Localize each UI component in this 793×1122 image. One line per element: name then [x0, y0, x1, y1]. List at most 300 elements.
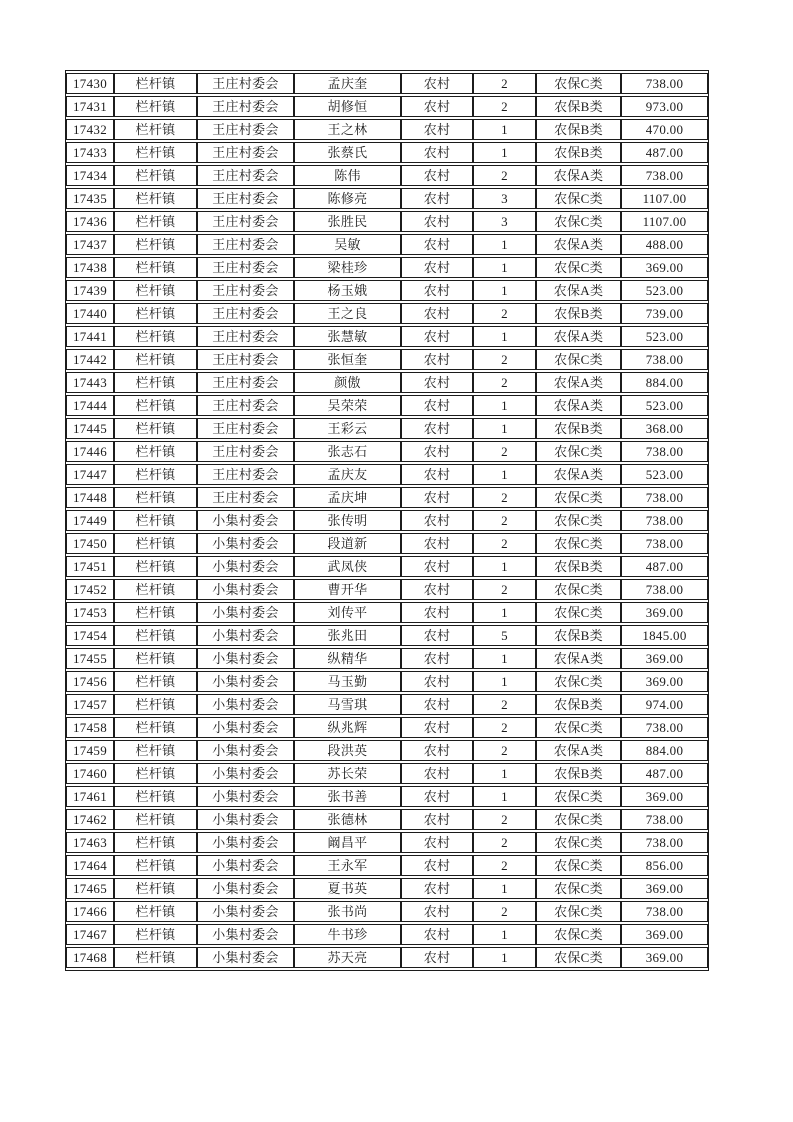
cell-person-name: 王永军 — [294, 855, 401, 876]
cell-town: 栏杆镇 — [114, 280, 197, 301]
cell-village-committee: 小集村委会 — [197, 602, 294, 623]
cell-residence-type: 农村 — [401, 303, 473, 324]
table-row — [66, 832, 708, 853]
cell-insurance-class: 农保B类 — [536, 303, 621, 324]
cell-residence-type: 农村 — [401, 326, 473, 347]
cell-serial-number: 17455 — [66, 648, 114, 669]
cell-serial-number: 17437 — [66, 234, 114, 255]
cell-town: 栏杆镇 — [114, 188, 197, 209]
cell-amount: 974.00 — [621, 694, 708, 715]
table-row — [66, 395, 708, 416]
cell-person-name: 张书尚 — [294, 901, 401, 922]
cell-residence-type: 农村 — [401, 142, 473, 163]
cell-residence-type: 农村 — [401, 487, 473, 508]
table-row — [66, 533, 708, 554]
cell-residence-type: 农村 — [401, 556, 473, 577]
cell-village-committee: 小集村委会 — [197, 740, 294, 761]
cell-serial-number: 17460 — [66, 763, 114, 784]
cell-amount: 369.00 — [621, 602, 708, 623]
cell-village-committee: 王庄村委会 — [197, 280, 294, 301]
cell-insurance-class: 农保A类 — [536, 280, 621, 301]
cell-village-committee: 王庄村委会 — [197, 303, 294, 324]
table-row — [66, 763, 708, 784]
cell-residence-type: 农村 — [401, 395, 473, 416]
cell-insurance-class: 农保A类 — [536, 464, 621, 485]
cell-person-count: 2 — [473, 96, 536, 117]
cell-serial-number: 17443 — [66, 372, 114, 393]
cell-town: 栏杆镇 — [114, 349, 197, 370]
cell-person-name: 杨玉娥 — [294, 280, 401, 301]
cell-residence-type: 农村 — [401, 165, 473, 186]
cell-serial-number: 17446 — [66, 441, 114, 462]
cell-village-committee: 小集村委会 — [197, 556, 294, 577]
cell-town: 栏杆镇 — [114, 855, 197, 876]
cell-amount: 738.00 — [621, 579, 708, 600]
cell-residence-type: 农村 — [401, 901, 473, 922]
cell-village-committee: 小集村委会 — [197, 786, 294, 807]
cell-town: 栏杆镇 — [114, 625, 197, 646]
cell-town: 栏杆镇 — [114, 556, 197, 577]
cell-serial-number: 17434 — [66, 165, 114, 186]
cell-village-committee: 王庄村委会 — [197, 395, 294, 416]
cell-amount: 523.00 — [621, 326, 708, 347]
cell-serial-number: 17433 — [66, 142, 114, 163]
cell-person-name: 张志石 — [294, 441, 401, 462]
table-row — [66, 901, 708, 922]
table-row — [66, 303, 708, 324]
table-row — [66, 510, 708, 531]
cell-amount: 1845.00 — [621, 625, 708, 646]
cell-village-committee: 王庄村委会 — [197, 349, 294, 370]
cell-person-count: 1 — [473, 924, 536, 945]
cell-residence-type: 农村 — [401, 763, 473, 784]
cell-village-committee: 小集村委会 — [197, 625, 294, 646]
cell-person-count: 2 — [473, 694, 536, 715]
table-row — [66, 372, 708, 393]
cell-person-count: 1 — [473, 671, 536, 692]
cell-person-name: 张书善 — [294, 786, 401, 807]
table-row — [66, 648, 708, 669]
cell-village-committee: 王庄村委会 — [197, 464, 294, 485]
cell-town: 栏杆镇 — [114, 73, 197, 94]
cell-town: 栏杆镇 — [114, 832, 197, 853]
cell-amount: 738.00 — [621, 349, 708, 370]
cell-person-count: 2 — [473, 717, 536, 738]
cell-town: 栏杆镇 — [114, 142, 197, 163]
cell-town: 栏杆镇 — [114, 602, 197, 623]
cell-insurance-class: 农保C类 — [536, 901, 621, 922]
cell-residence-type: 农村 — [401, 280, 473, 301]
cell-village-committee: 王庄村委会 — [197, 234, 294, 255]
cell-town: 栏杆镇 — [114, 211, 197, 232]
cell-amount: 738.00 — [621, 832, 708, 853]
cell-person-count: 2 — [473, 349, 536, 370]
cell-town: 栏杆镇 — [114, 96, 197, 117]
cell-residence-type: 农村 — [401, 947, 473, 968]
cell-insurance-class: 农保B类 — [536, 625, 621, 646]
cell-person-count: 1 — [473, 142, 536, 163]
cell-amount: 738.00 — [621, 510, 708, 531]
cell-insurance-class: 农保C类 — [536, 533, 621, 554]
cell-village-committee: 小集村委会 — [197, 832, 294, 853]
cell-insurance-class: 农保A类 — [536, 165, 621, 186]
cell-insurance-class: 农保C类 — [536, 188, 621, 209]
cell-serial-number: 17456 — [66, 671, 114, 692]
cell-amount: 738.00 — [621, 901, 708, 922]
cell-person-name: 陈伟 — [294, 165, 401, 186]
cell-person-count: 2 — [473, 579, 536, 600]
cell-village-committee: 王庄村委会 — [197, 326, 294, 347]
table-row — [66, 602, 708, 623]
cell-person-name: 马雪琪 — [294, 694, 401, 715]
cell-insurance-class: 农保A类 — [536, 740, 621, 761]
cell-person-name: 牛书珍 — [294, 924, 401, 945]
cell-residence-type: 农村 — [401, 786, 473, 807]
cell-town: 栏杆镇 — [114, 234, 197, 255]
cell-insurance-class: 农保B类 — [536, 694, 621, 715]
table-row — [66, 165, 708, 186]
table-row — [66, 625, 708, 646]
cell-insurance-class: 农保B类 — [536, 763, 621, 784]
cell-insurance-class: 农保B类 — [536, 96, 621, 117]
cell-village-committee: 王庄村委会 — [197, 165, 294, 186]
cell-serial-number: 17466 — [66, 901, 114, 922]
cell-village-committee: 小集村委会 — [197, 510, 294, 531]
cell-person-count: 5 — [473, 625, 536, 646]
cell-serial-number: 17452 — [66, 579, 114, 600]
cell-serial-number: 17464 — [66, 855, 114, 876]
cell-residence-type: 农村 — [401, 73, 473, 94]
cell-insurance-class: 农保B类 — [536, 418, 621, 439]
cell-amount: 488.00 — [621, 234, 708, 255]
cell-person-count: 1 — [473, 257, 536, 278]
cell-residence-type: 农村 — [401, 694, 473, 715]
cell-insurance-class: 农保C类 — [536, 855, 621, 876]
cell-residence-type: 农村 — [401, 510, 473, 531]
cell-amount: 1107.00 — [621, 188, 708, 209]
cell-serial-number: 17450 — [66, 533, 114, 554]
cell-village-committee: 小集村委会 — [197, 947, 294, 968]
cell-serial-number: 17461 — [66, 786, 114, 807]
cell-insurance-class: 农保C类 — [536, 602, 621, 623]
cell-serial-number: 17449 — [66, 510, 114, 531]
cell-village-committee: 小集村委会 — [197, 855, 294, 876]
cell-serial-number: 17431 — [66, 96, 114, 117]
cell-town: 栏杆镇 — [114, 671, 197, 692]
cell-insurance-class: 农保C类 — [536, 579, 621, 600]
cell-insurance-class: 农保C类 — [536, 211, 621, 232]
cell-residence-type: 农村 — [401, 717, 473, 738]
cell-town: 栏杆镇 — [114, 947, 197, 968]
cell-town: 栏杆镇 — [114, 303, 197, 324]
cell-serial-number: 17462 — [66, 809, 114, 830]
pension-roster-table — [65, 70, 709, 971]
cell-village-committee: 小集村委会 — [197, 717, 294, 738]
cell-person-count: 1 — [473, 556, 536, 577]
cell-person-name: 阚昌平 — [294, 832, 401, 853]
cell-person-count: 2 — [473, 832, 536, 853]
cell-village-committee: 小集村委会 — [197, 901, 294, 922]
table-row — [66, 441, 708, 462]
cell-amount: 523.00 — [621, 395, 708, 416]
cell-serial-number: 17430 — [66, 73, 114, 94]
cell-village-committee: 王庄村委会 — [197, 119, 294, 140]
table-row — [66, 809, 708, 830]
cell-insurance-class: 农保C类 — [536, 349, 621, 370]
cell-amount: 973.00 — [621, 96, 708, 117]
cell-amount: 856.00 — [621, 855, 708, 876]
cell-person-name: 纵兆辉 — [294, 717, 401, 738]
cell-person-count: 1 — [473, 418, 536, 439]
cell-residence-type: 农村 — [401, 257, 473, 278]
cell-person-name: 苏长荣 — [294, 763, 401, 784]
cell-person-count: 2 — [473, 510, 536, 531]
cell-residence-type: 农村 — [401, 372, 473, 393]
cell-town: 栏杆镇 — [114, 418, 197, 439]
cell-town: 栏杆镇 — [114, 786, 197, 807]
cell-amount: 738.00 — [621, 533, 708, 554]
table-row — [66, 740, 708, 761]
cell-insurance-class: 农保B类 — [536, 556, 621, 577]
cell-person-count: 3 — [473, 188, 536, 209]
cell-person-name: 王之林 — [294, 119, 401, 140]
cell-amount: 884.00 — [621, 372, 708, 393]
cell-person-count: 1 — [473, 234, 536, 255]
cell-serial-number: 17453 — [66, 602, 114, 623]
table-row — [66, 464, 708, 485]
cell-serial-number: 17438 — [66, 257, 114, 278]
cell-village-committee: 王庄村委会 — [197, 73, 294, 94]
cell-town: 栏杆镇 — [114, 464, 197, 485]
cell-amount: 369.00 — [621, 786, 708, 807]
cell-serial-number: 17441 — [66, 326, 114, 347]
cell-person-count: 1 — [473, 464, 536, 485]
cell-insurance-class: 农保C类 — [536, 671, 621, 692]
cell-person-count: 2 — [473, 73, 536, 94]
cell-amount: 738.00 — [621, 165, 708, 186]
cell-person-name: 吴敏 — [294, 234, 401, 255]
cell-serial-number: 17468 — [66, 947, 114, 968]
cell-person-name: 梁桂珍 — [294, 257, 401, 278]
cell-insurance-class: 农保A类 — [536, 395, 621, 416]
table-row — [66, 717, 708, 738]
cell-village-committee: 小集村委会 — [197, 763, 294, 784]
cell-person-name: 纵精华 — [294, 648, 401, 669]
cell-person-name: 夏书英 — [294, 878, 401, 899]
table-row — [66, 487, 708, 508]
cell-serial-number: 17447 — [66, 464, 114, 485]
cell-residence-type: 农村 — [401, 464, 473, 485]
cell-town: 栏杆镇 — [114, 257, 197, 278]
cell-insurance-class: 农保A类 — [536, 326, 621, 347]
cell-amount: 487.00 — [621, 556, 708, 577]
cell-person-name: 段道新 — [294, 533, 401, 554]
cell-amount: 738.00 — [621, 441, 708, 462]
table-row — [66, 694, 708, 715]
cell-serial-number: 17436 — [66, 211, 114, 232]
table-row — [66, 211, 708, 232]
cell-village-committee: 小集村委会 — [197, 809, 294, 830]
cell-person-count: 1 — [473, 326, 536, 347]
cell-amount: 470.00 — [621, 119, 708, 140]
cell-person-count: 2 — [473, 533, 536, 554]
cell-amount: 369.00 — [621, 257, 708, 278]
cell-town: 栏杆镇 — [114, 326, 197, 347]
cell-person-count: 1 — [473, 947, 536, 968]
cell-amount: 739.00 — [621, 303, 708, 324]
cell-person-name: 张传明 — [294, 510, 401, 531]
cell-person-count: 2 — [473, 372, 536, 393]
cell-insurance-class: 农保B类 — [536, 119, 621, 140]
cell-town: 栏杆镇 — [114, 648, 197, 669]
cell-insurance-class: 农保C类 — [536, 786, 621, 807]
cell-person-count: 1 — [473, 878, 536, 899]
cell-village-committee: 王庄村委会 — [197, 188, 294, 209]
cell-residence-type: 农村 — [401, 119, 473, 140]
cell-person-count: 2 — [473, 303, 536, 324]
cell-person-name: 张恒奎 — [294, 349, 401, 370]
cell-residence-type: 农村 — [401, 96, 473, 117]
cell-person-name: 孟庆奎 — [294, 73, 401, 94]
cell-village-committee: 小集村委会 — [197, 924, 294, 945]
table-row — [66, 142, 708, 163]
cell-residence-type: 农村 — [401, 625, 473, 646]
table-row — [66, 234, 708, 255]
cell-person-count: 1 — [473, 648, 536, 669]
cell-person-name: 曹开华 — [294, 579, 401, 600]
cell-village-committee: 王庄村委会 — [197, 257, 294, 278]
cell-residence-type: 农村 — [401, 211, 473, 232]
cell-village-committee: 王庄村委会 — [197, 487, 294, 508]
cell-amount: 738.00 — [621, 717, 708, 738]
cell-village-committee: 小集村委会 — [197, 671, 294, 692]
cell-village-committee: 小集村委会 — [197, 579, 294, 600]
cell-village-committee: 王庄村委会 — [197, 96, 294, 117]
cell-residence-type: 农村 — [401, 740, 473, 761]
cell-amount: 369.00 — [621, 924, 708, 945]
cell-amount: 369.00 — [621, 878, 708, 899]
cell-person-count: 1 — [473, 395, 536, 416]
cell-person-name: 段洪英 — [294, 740, 401, 761]
cell-insurance-class: 农保C类 — [536, 947, 621, 968]
cell-person-count: 2 — [473, 855, 536, 876]
cell-amount: 523.00 — [621, 464, 708, 485]
cell-insurance-class: 农保C类 — [536, 717, 621, 738]
cell-person-name: 武凤侠 — [294, 556, 401, 577]
cell-person-count: 2 — [473, 487, 536, 508]
table-row — [66, 878, 708, 899]
cell-person-count: 2 — [473, 901, 536, 922]
cell-amount: 369.00 — [621, 947, 708, 968]
cell-person-count: 2 — [473, 441, 536, 462]
cell-residence-type: 农村 — [401, 924, 473, 945]
cell-serial-number: 17463 — [66, 832, 114, 853]
cell-town: 栏杆镇 — [114, 579, 197, 600]
cell-person-count: 2 — [473, 740, 536, 761]
table-row — [66, 579, 708, 600]
table-row — [66, 119, 708, 140]
cell-serial-number: 17451 — [66, 556, 114, 577]
cell-amount: 487.00 — [621, 142, 708, 163]
table-row — [66, 257, 708, 278]
table-row — [66, 96, 708, 117]
cell-person-count: 3 — [473, 211, 536, 232]
cell-person-count: 1 — [473, 119, 536, 140]
cell-person-name: 张德林 — [294, 809, 401, 830]
cell-residence-type: 农村 — [401, 418, 473, 439]
cell-serial-number: 17454 — [66, 625, 114, 646]
cell-amount: 369.00 — [621, 648, 708, 669]
cell-village-committee: 小集村委会 — [197, 694, 294, 715]
cell-town: 栏杆镇 — [114, 395, 197, 416]
cell-insurance-class: 农保C类 — [536, 809, 621, 830]
cell-town: 栏杆镇 — [114, 809, 197, 830]
cell-insurance-class: 农保C类 — [536, 878, 621, 899]
table-row — [66, 786, 708, 807]
cell-insurance-class: 农保C类 — [536, 441, 621, 462]
cell-insurance-class: 农保A类 — [536, 648, 621, 669]
cell-serial-number: 17439 — [66, 280, 114, 301]
cell-town: 栏杆镇 — [114, 165, 197, 186]
cell-insurance-class: 农保A类 — [536, 234, 621, 255]
cell-town: 栏杆镇 — [114, 878, 197, 899]
cell-insurance-class: 农保A类 — [536, 372, 621, 393]
cell-serial-number: 17458 — [66, 717, 114, 738]
cell-person-name: 张兆田 — [294, 625, 401, 646]
cell-insurance-class: 农保C类 — [536, 73, 621, 94]
cell-residence-type: 农村 — [401, 878, 473, 899]
cell-serial-number: 17432 — [66, 119, 114, 140]
cell-residence-type: 农村 — [401, 533, 473, 554]
table-row — [66, 188, 708, 209]
cell-person-name: 孟庆坤 — [294, 487, 401, 508]
cell-town: 栏杆镇 — [114, 372, 197, 393]
table-row — [66, 349, 708, 370]
cell-person-name: 张慧敏 — [294, 326, 401, 347]
cell-person-count: 1 — [473, 763, 536, 784]
cell-person-name: 张胜民 — [294, 211, 401, 232]
cell-amount: 738.00 — [621, 487, 708, 508]
table-row — [66, 556, 708, 577]
cell-village-committee: 小集村委会 — [197, 648, 294, 669]
cell-amount: 523.00 — [621, 280, 708, 301]
cell-village-committee: 王庄村委会 — [197, 372, 294, 393]
cell-residence-type: 农村 — [401, 832, 473, 853]
table-row — [66, 947, 708, 968]
cell-insurance-class: 农保C类 — [536, 510, 621, 531]
cell-person-name: 马玉勤 — [294, 671, 401, 692]
cell-serial-number: 17444 — [66, 395, 114, 416]
cell-residence-type: 农村 — [401, 648, 473, 669]
cell-town: 栏杆镇 — [114, 924, 197, 945]
cell-serial-number: 17448 — [66, 487, 114, 508]
cell-town: 栏杆镇 — [114, 717, 197, 738]
table-row — [66, 280, 708, 301]
cell-insurance-class: 农保C类 — [536, 487, 621, 508]
cell-amount: 368.00 — [621, 418, 708, 439]
cell-town: 栏杆镇 — [114, 441, 197, 462]
cell-serial-number: 17467 — [66, 924, 114, 945]
cell-town: 栏杆镇 — [114, 694, 197, 715]
cell-amount: 369.00 — [621, 671, 708, 692]
cell-serial-number: 17459 — [66, 740, 114, 761]
cell-person-name: 孟庆友 — [294, 464, 401, 485]
cell-village-committee: 小集村委会 — [197, 878, 294, 899]
cell-residence-type: 农村 — [401, 602, 473, 623]
cell-residence-type: 农村 — [401, 809, 473, 830]
cell-residence-type: 农村 — [401, 855, 473, 876]
cell-person-count: 1 — [473, 602, 536, 623]
